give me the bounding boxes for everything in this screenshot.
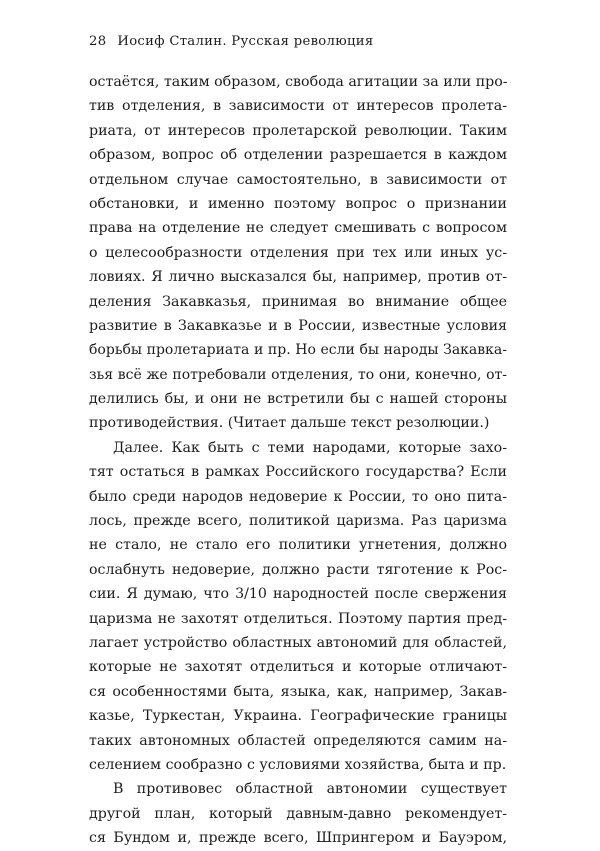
text-line: ловиях. Я лично высказался бы, например, против от- [89,269,507,286]
text-line: образом, вопрос об отделении разрешается в каждом [89,147,507,164]
text-line: ся особенностями быта, языка, как, например, Закав- [89,683,507,700]
text-line: В противовес областной автономии существует [113,781,507,798]
text-line: казье, Туркестан, Украина. Географические границы [89,708,507,725]
text-line: не стало, не стало его политики угнетения, должно [89,537,507,554]
text-line: царизма не захотят отделиться. Поэтому партия пред- [89,610,507,627]
text-line: зья всё же потребовали отделения, то они, конечно, от- [89,366,507,383]
text-line: тив отделения, в зависимости от интересов пролета- [89,98,507,115]
running-title: Иосиф Сталин. Русская революция [117,34,374,49]
text-line: борьбы пролетариата и пр. Но если бы народы Закавка- [89,342,507,359]
text-line: тят остаться в рамках Российского государства? Если [89,464,507,481]
text-line: о целесообразности отделения при тех или иных ус- [89,244,507,261]
text-line: обстановки, и именно поэтому вопрос о признании [89,195,507,212]
text-line: противодействия. (Читает дальше текст резолюции.) [89,415,490,432]
text-line: другой план, который давным-давно рекомендует- [89,805,507,822]
text-line: развитие в Закавказье и в России, известные условия [89,317,507,334]
text-line: было среди народов недоверие к России, то оно пита- [89,488,507,505]
text-line: селением сообразно с условиями хозяйства, быта и пр. [89,756,507,773]
text-line: лось, прежде всего, политикой царизма. Раз царизма [89,513,507,530]
text-line: деления Закавказья, принимая во внимание общее [89,293,507,310]
text-line: делились бы, и они не встретили бы с нашей стороны [89,391,507,408]
running-head [89,33,374,51]
text-line: лагает устройство областных автономий для областей, [89,634,507,651]
text-line: Далее. Как быть с теми народами, которые захо- [113,439,507,456]
page-number: 28 [89,34,107,49]
text-line: права на отделение не следует смешивать с вопросом [89,220,507,237]
text-line: отдельном случае самостоятельно, в зависимости от [89,171,507,188]
body-text [89,70,507,851]
text-line: сии. Я думаю, что 3/10 народностей после свержения [89,586,507,603]
text-line: таких автономных областей определяются самим на- [89,732,507,749]
text-line: ослабнуть недоверие, должно расти тяготение к Рос- [89,561,507,578]
text-line: ся Бундом и, прежде всего, Шпрингером и Бауэром, [89,830,507,847]
text-line: риата, от интересов пролетарской революции. Таким [89,122,507,139]
text-line: которые не захотят отделиться и которые отличают- [89,659,507,676]
text-line: остаётся, таким образом, свобода агитации за или про- [89,74,508,90]
